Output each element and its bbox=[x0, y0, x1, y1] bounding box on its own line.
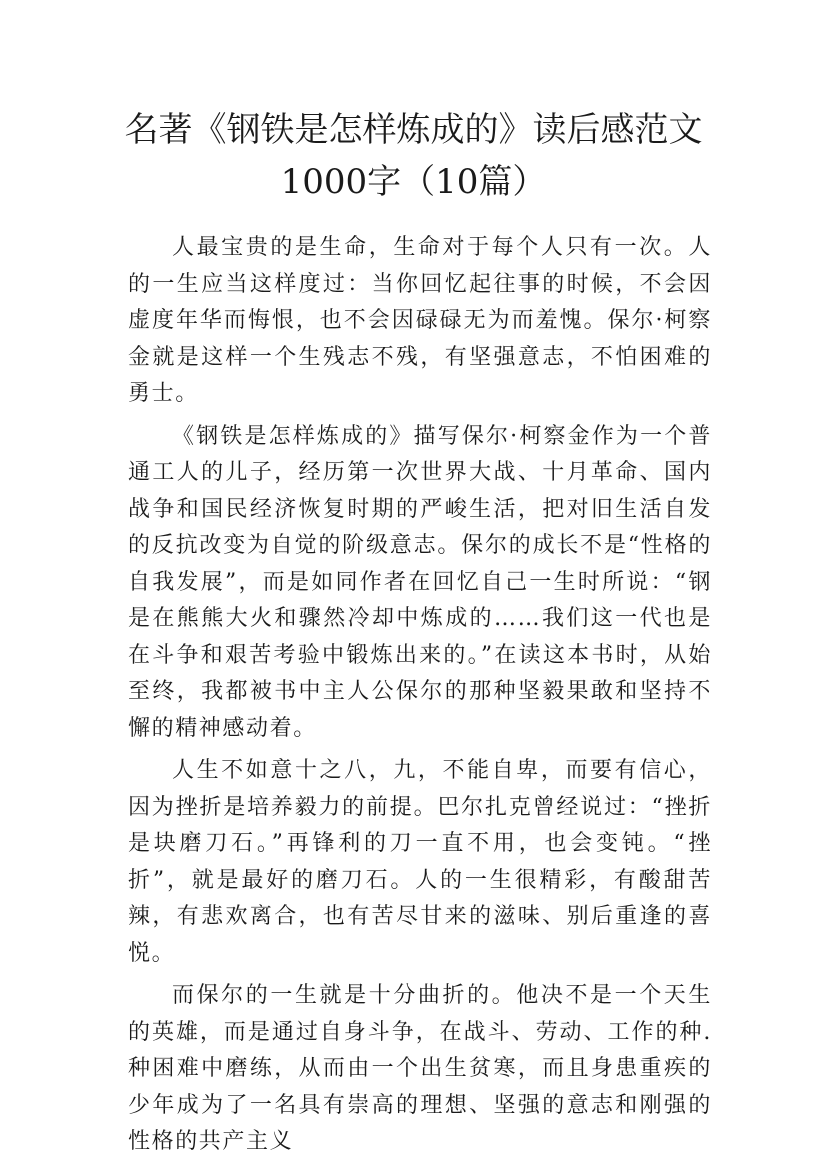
document-title: 名著《钢铁是怎样炼成的》读后感范文1000字（10篇） bbox=[124, 110, 703, 202]
document-body bbox=[128, 230, 712, 1167]
paragraph-2: 《钢铁是怎样炼成的》描写保尔·柯察金作为一个普通工人的儿子，经历第一次世界大战、十月革命、国内战争和国民经济恢复时期的严峻生活，把对旧生活自发的反抗改变为自觉的阶级意志。保尔的成长不是“性格的自我发展”，而是如同作者在回忆自己一生时所说：“钢是在熊熊大火和骤然冷却中炼成的……我们这一代也是在斗争和艰苦考验中锻炼出来的。”在读这本书时，从始至终，我都被书中主人公保尔的那种坚毅果敢和坚持不懈的精神感动着。 bbox=[128, 423, 712, 741]
paragraph-1: 人最宝贵的是生命，生命对于每个人只有一次。人的一生应当这样度过：当你回忆起往事的时候，不会因虚度年华而悔恨，也不会因碌碌无为而羞愧。保尔·柯察金就是这样一个生残志不残，有坚强意志，不怕困难的勇士。 bbox=[128, 235, 712, 406]
paragraph-3: 人生不如意十之八，九，不能自卑，而要有信心，因为挫折是培养毅力的前提。巴尔扎克曾经说过：“挫折是块磨刀石。”再锋利的刀一直不用，也会变钝。“挫折”，就是最好的磨刀石。人的一生很精彩，有酸甜苦辣，有悲欢离合，也有苦尽甘来的滋味、别后重逢的喜悦。 bbox=[128, 758, 712, 966]
paragraph-4: 而保尔的一生就是十分曲折的。他决不是一个天生的英雄，而是通过自身斗争，在战斗、劳动、工作的种.种困难中磨练，从而由一个出生贫寒，而且身患重疾的少年成为了一名具有崇高的理想、坚强的意志和刚强的性格的共产主义 bbox=[128, 983, 712, 1154]
